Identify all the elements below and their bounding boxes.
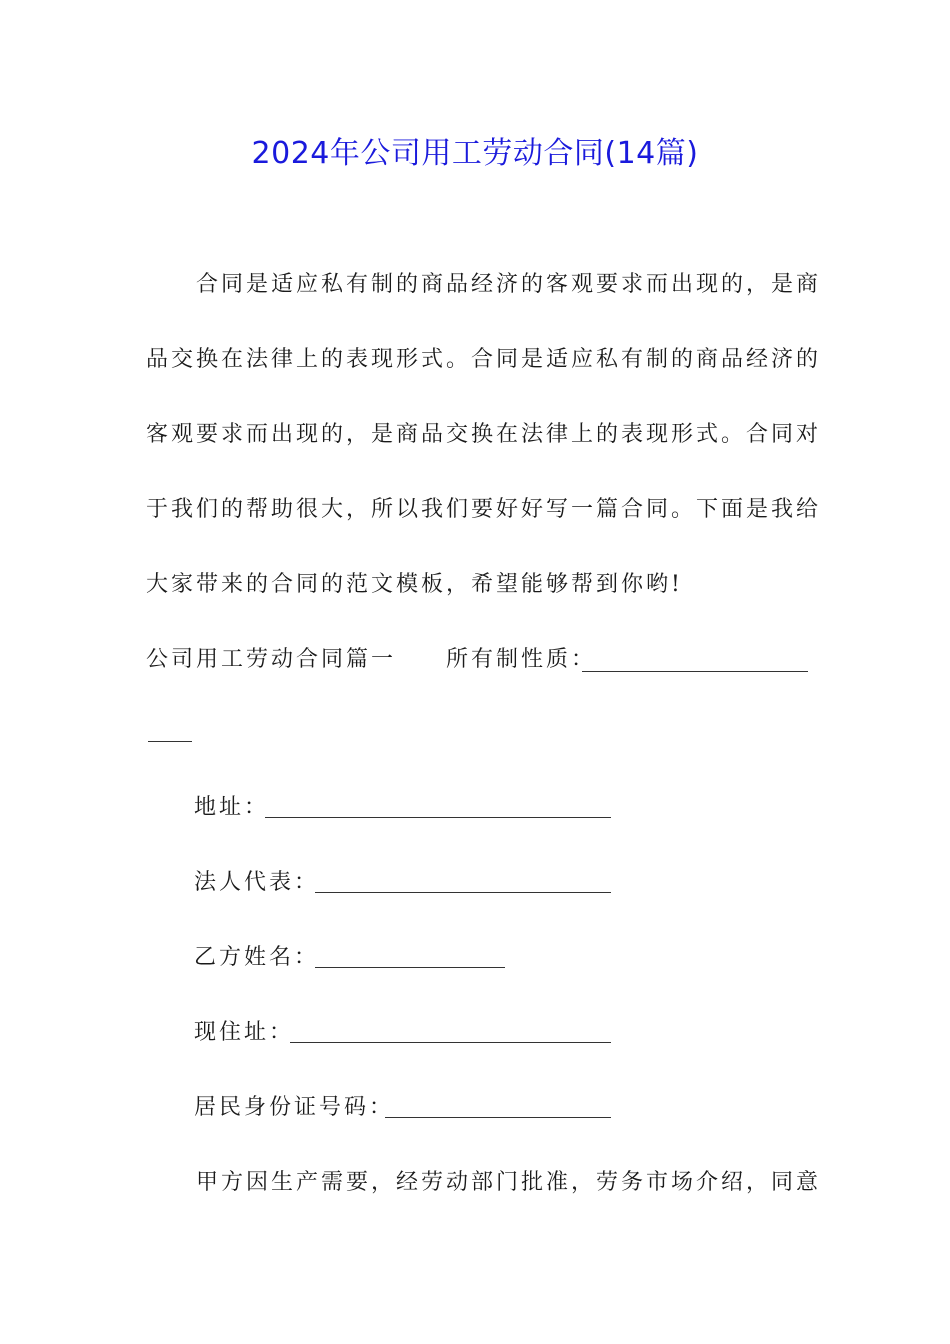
intro-line-5: 大家带来的合同的范文模板，希望能够帮到你哟! (146, 572, 683, 597)
intro-line-2: 品交换在法律上的表现形式。合同是适应私有制的商品经济的 (146, 347, 822, 372)
legal-rep-label: 法人代表： (194, 870, 320, 895)
address-blank[interactable] (265, 797, 611, 818)
intro-line-3: 客观要求而出现的，是商品交换在法律上的表现形式。合同对 (146, 422, 822, 447)
legal-rep-blank[interactable] (315, 872, 611, 893)
closing-line: 甲方因生产需要，经劳动部门批准，劳务市场介绍，同意 (196, 1170, 822, 1195)
current-address-blank[interactable] (290, 1022, 611, 1043)
ownership-label: 所有制性质： (446, 647, 597, 672)
party-b-name-label: 乙方姓名： (194, 945, 320, 970)
id-number-blank[interactable] (385, 1097, 611, 1118)
section-heading: 公司用工劳动合同篇一 (146, 647, 397, 672)
address-label: 地址： (194, 795, 270, 820)
intro-line-1: 合同是适应私有制的商品经济的客观要求而出现的，是商 (196, 272, 822, 297)
current-address-label: 现住址： (194, 1020, 295, 1045)
party-b-name-blank[interactable] (315, 947, 505, 968)
section-line (146, 645, 596, 675)
id-number-label: 居民身份证号码： (194, 1095, 395, 1120)
ownership-blank[interactable] (582, 651, 808, 672)
document-title: 2024年公司用工劳动合同(14篇) (251, 136, 699, 171)
ownership-blank-continued[interactable] (148, 721, 192, 742)
intro-line-4: 于我们的帮助很大，所以我们要好好写一篇合同。下面是我给 (146, 497, 822, 522)
